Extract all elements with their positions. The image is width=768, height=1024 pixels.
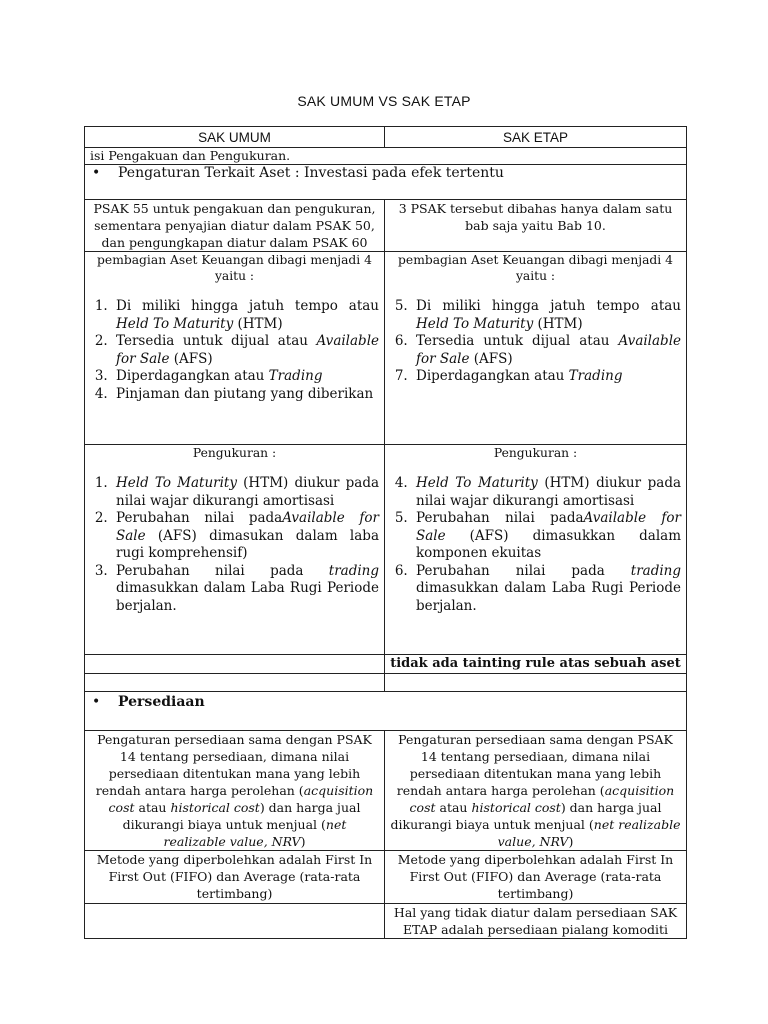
list-item: 5. Di miliki hingga jatuh tempo atau Held To Maturity (HTM) [412, 298, 681, 333]
inventory-term: historical cost [170, 800, 260, 815]
inventory-term: historical cost [471, 800, 561, 815]
spacer-cell [85, 674, 385, 692]
inventory-text: ) [300, 834, 306, 849]
header-row [85, 127, 687, 148]
inventory-text: atau [435, 800, 472, 815]
list-item: 5. Perubahan nilai padaAvailable for Sale (AFS) dimasukkan dalam komponen ekuitas [412, 510, 681, 563]
list-item: 1. Held To Maturity (HTM) diukur pada nilai wajar dikurangi amortisasi [112, 475, 379, 510]
inventory-text: ) dan harga jual dikurangi biaya untuk menjual ( [390, 800, 662, 832]
psak-row [85, 200, 687, 252]
inventory-text: Pengaturan persediaan sama dengan PSAK 14 tentang persediaan, dimana nilai persediaan ditentukan mana yang lebih rendah antara harga perolehan ( [95, 732, 372, 798]
method-row [85, 851, 687, 904]
method-cell-umum: Metode yang diperbolehkan adalah First In First Out (FIFO) dan Average (rata-rata tertimbang) [85, 851, 385, 904]
list-item: 4. Held To Maturity (HTM) diukur pada nilai wajar dikurangi amortisasi [412, 475, 681, 510]
column-header-sak-etap: SAK ETAP [385, 127, 687, 148]
inventory-text: ) dan harga jual dikurangi biaya untuk menjual ( [122, 800, 361, 832]
classification-list [90, 298, 379, 403]
inventory-text: ) [568, 834, 574, 849]
classification-intro: pembagian Aset Keuangan dibagi menjadi 4 yaitu : [97, 253, 372, 283]
measurement-row [85, 445, 687, 655]
classification-cell-etap [385, 252, 687, 445]
commodity-row [85, 904, 687, 939]
column-header-sak-umum: SAK UMUM [85, 127, 385, 148]
list-item: 7. Diperdagangkan atau Trading [412, 368, 681, 386]
psak-cell-umum: PSAK 55 untuk pengakuan dan pengukuran, sementara penyajian diatur dalam PSAK 50, dan pengungkapan diatur dalam PSAK 60 [85, 200, 385, 252]
measurement-list [90, 475, 379, 615]
list-item: 3. Diperdagangkan atau Trading [112, 368, 379, 386]
measurement-list [390, 475, 681, 615]
measurement-label: Pengukuran : [192, 446, 277, 460]
measurement-cell-etap [385, 445, 687, 655]
list-item: 1. Di miliki hingga jatuh tempo atau Held To Maturity (HTM) [112, 298, 379, 333]
inventory-term: net realizable value, NRV [163, 817, 347, 849]
section-heading-cell [85, 165, 687, 200]
classification-intro: pembagian Aset Keuangan dibagi menjadi 4 yaitu : [398, 253, 673, 283]
tainting-cell-umum [85, 655, 385, 674]
list-item: 6. Tersedia untuk dijual atau Available for Sale (AFS) [412, 333, 681, 368]
classification-list [390, 298, 681, 386]
tainting-cell-etap: tidak ada tainting rule atas sebuah aset [385, 655, 687, 674]
bullet-icon: • [92, 694, 101, 710]
section-heading-row [85, 692, 687, 731]
tainting-row [85, 655, 687, 674]
inventory-text: atau [134, 800, 171, 815]
inventory-cell-umum [85, 731, 385, 851]
intro-row [85, 148, 687, 165]
intro-text: isi Pengakuan dan Pengukuran. [85, 148, 687, 165]
section-heading-row [85, 165, 687, 200]
commodity-cell-umum [85, 904, 385, 939]
inventory-term: acquisition cost [409, 783, 675, 815]
list-item: 2. Tersedia untuk dijual atau Available for Sale (AFS) [112, 333, 379, 368]
measurement-cell-umum [85, 445, 385, 655]
classification-cell-umum [85, 252, 385, 445]
list-item: 2. Perubahan nilai padaAvailable for Sale (AFS) dimasukan dalam laba rugi komprehensif) [112, 510, 379, 563]
inventory-term: acquisition cost [108, 783, 374, 815]
section-heading-persediaan: Persediaan [118, 694, 205, 710]
inventory-term: net realizable value, NRV [497, 817, 681, 849]
bullet-icon: • [92, 165, 101, 181]
comparison-table [84, 126, 687, 939]
inventory-cell-etap [385, 731, 687, 851]
list-item: 6. Perubahan nilai pada trading dimasukkan dalam Laba Rugi Periode berjalan. [412, 563, 681, 616]
section-heading-aset: Pengaturan Terkait Aset : Investasi pada efek tertentu [118, 165, 504, 181]
list-item: 3. Perubahan nilai pada trading dimasukkan dalam Laba Rugi Periode berjalan. [112, 563, 379, 616]
inventory-text: Pengaturan persediaan sama dengan PSAK 14 tentang persediaan, dimana nilai persediaan ditentukan mana yang lebih rendah antara harga perolehan ( [396, 732, 673, 798]
page-title: SAK UMUM VS SAK ETAP [297, 93, 471, 109]
measurement-label: Pengukuran : [493, 446, 578, 460]
spacer-cell [385, 674, 687, 692]
commodity-cell-etap: Hal yang tidak diatur dalam persediaan SAK ETAP adalah persediaan pialang komoditi [385, 904, 687, 939]
classification-row [85, 252, 687, 445]
method-cell-etap: Metode yang diperbolehkan adalah First In First Out (FIFO) dan Average (rata-rata tertimbang) [385, 851, 687, 904]
psak-cell-etap: 3 PSAK tersebut dibahas hanya dalam satu bab saja yaitu Bab 10. [385, 200, 687, 252]
spacer-row [85, 674, 687, 692]
list-item: 4. Pinjaman dan piutang yang diberikan [112, 386, 379, 404]
inventory-row [85, 731, 687, 851]
section-heading-cell [85, 692, 687, 731]
